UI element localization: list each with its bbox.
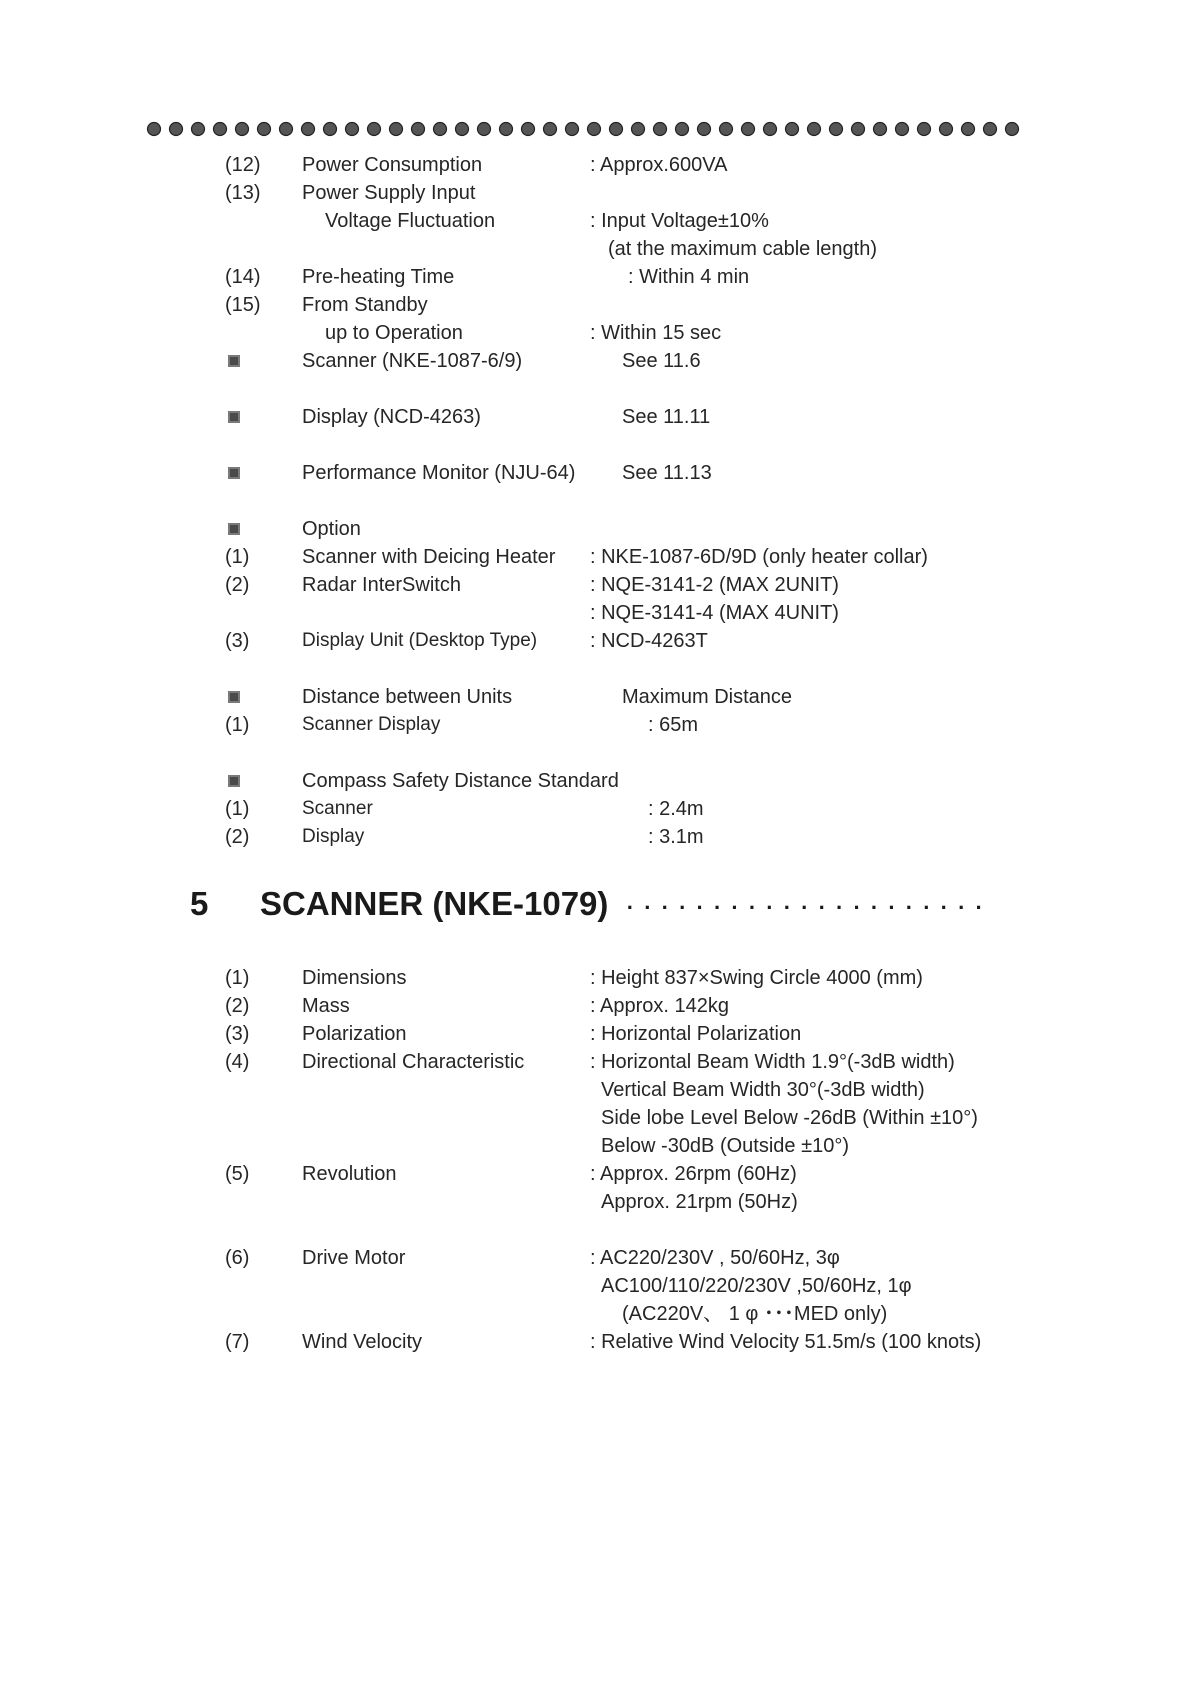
section-title: SCANNER (NKE-1079) [260, 885, 609, 922]
scanner-spec-value: : Horizontal Polarization [590, 1023, 802, 1045]
separator-dot [1006, 123, 1019, 136]
scanner-spec-number: (2) [225, 995, 250, 1017]
spec-number: (15) [225, 294, 261, 316]
option-value: : NKE-1087-6D/9D (only heater collar) [590, 546, 928, 568]
compass-value: : 2.4m [648, 798, 704, 820]
scanner-spec-value: : Approx. 26rpm (60Hz) [590, 1163, 797, 1185]
square-bullet-icon [228, 355, 240, 367]
scanner-spec-value: : Approx. 142kg [590, 995, 729, 1017]
dot-leader: · · · · · · · · · · · · · · · · · · · · · [626, 895, 985, 920]
spec-value: : Within 15 sec [590, 322, 722, 344]
spec-label: Power Supply Input [302, 182, 476, 204]
scanner-spec-label: Mass [302, 995, 350, 1017]
scanner-spec-value: : AC220/230V , 50/60Hz, 3φ [590, 1247, 840, 1269]
scanner-spec-value: (AC220V、 1 φ ･･･MED only) [622, 1303, 888, 1325]
option-label: Display Unit (Desktop Type) [302, 630, 538, 651]
spec-value: : Within 4 min [628, 266, 750, 288]
separator-dot [412, 123, 425, 136]
compass-number: (1) [225, 798, 250, 820]
spec-label: up to Operation [325, 322, 463, 344]
distance-value: : 65m [648, 714, 699, 736]
separator-dot [324, 123, 337, 136]
square-bullet-icon [228, 523, 240, 535]
option-number: (3) [225, 630, 250, 652]
spec-value: (at the maximum cable length) [608, 238, 878, 260]
scanner-spec-value: Vertical Beam Width 30°(-3dB width) [601, 1079, 925, 1101]
separator-dot [632, 123, 645, 136]
spec-number: (13) [225, 182, 261, 204]
separator-dot [522, 123, 535, 136]
compass-value: : 3.1m [648, 826, 704, 848]
spec-value: : Approx.600VA [590, 154, 728, 176]
separator-dot [500, 123, 513, 136]
reference-label: Display (NCD-4263) [302, 406, 481, 428]
spec-label: From Standby [302, 294, 428, 316]
scanner-spec-value: Below -30dB (Outside ±10°) [601, 1135, 849, 1157]
separator-dot [610, 123, 623, 136]
separator-dot [830, 123, 843, 136]
scanner-spec-label: Revolution [302, 1163, 397, 1185]
scanner-spec-number: (4) [225, 1051, 250, 1073]
reference-value: See 11.13 [622, 462, 712, 484]
square-bullet-icon [228, 775, 240, 787]
separator-dot [346, 123, 359, 136]
square-bullet-icon [228, 691, 240, 703]
separator-dot [544, 123, 557, 136]
spec-label: Power Consumption [302, 154, 483, 176]
scanner-spec-value: AC100/110/220/230V ,50/60Hz, 1φ [601, 1275, 912, 1297]
distance-number: (1) [225, 714, 250, 736]
scanner-spec-number: (1) [225, 967, 250, 989]
spec-number: (12) [225, 154, 261, 176]
separator-dot [940, 123, 953, 136]
separator-dot [280, 123, 293, 136]
separator-dot [588, 123, 601, 136]
separator-dot [654, 123, 667, 136]
distance-header: Maximum Distance [622, 686, 793, 708]
scanner-spec-value: : Relative Wind Velocity 51.5m/s (100 knots) [590, 1331, 982, 1353]
section-heading [190, 884, 985, 928]
reference-value: See 11.6 [622, 350, 701, 372]
separator-dot [192, 123, 205, 136]
separator-dot [698, 123, 711, 136]
scanner-spec-number: (3) [225, 1023, 250, 1045]
scanner-spec-number: (7) [225, 1331, 250, 1353]
compass-number: (2) [225, 826, 250, 848]
separator-dot [302, 123, 315, 136]
separator-dot [368, 123, 381, 136]
separator-dot [148, 123, 161, 136]
spec-value: : Input Voltage±10% [590, 210, 769, 232]
separator-dot [434, 123, 447, 136]
spec-label: Voltage Fluctuation [325, 210, 496, 232]
scanner-spec-label: Drive Motor [302, 1247, 406, 1269]
separator-dot [874, 123, 887, 136]
square-bullet-icon [228, 411, 240, 423]
compass-label: Display [302, 826, 365, 847]
separator-dot [918, 123, 931, 136]
spec-label: Pre-heating Time [302, 266, 455, 288]
separator-dot [896, 123, 909, 136]
separator-dot [214, 123, 227, 136]
scanner-spec-value: Side lobe Level Below -26dB (Within ±10°) [601, 1107, 978, 1129]
distance-title: Distance between Units [302, 686, 513, 708]
scanner-spec-label: Directional Characteristic [302, 1051, 525, 1073]
distance-label: Scanner Display [302, 714, 441, 735]
separator-dot [390, 123, 403, 136]
scanner-spec-label: Dimensions [302, 967, 407, 989]
dotted-separator [143, 117, 1023, 141]
option-value: : NQE-3141-4 (MAX 4UNIT) [590, 602, 839, 624]
separator-dot [786, 123, 799, 136]
separator-dot [456, 123, 469, 136]
scanner-spec-number: (6) [225, 1247, 250, 1269]
option-title: Option [302, 518, 361, 540]
separator-dot [984, 123, 997, 136]
scanner-spec-value: : Horizontal Beam Width 1.9°(-3dB width) [590, 1051, 955, 1073]
separator-dot [852, 123, 865, 136]
separator-dot [478, 123, 491, 136]
spec-number: (14) [225, 266, 261, 288]
reference-label: Scanner (NKE-1087-6/9) [302, 350, 523, 372]
option-label: Radar InterSwitch [302, 574, 461, 596]
compass-label: Scanner [302, 798, 373, 819]
separator-dot [258, 123, 271, 136]
scanner-spec-value: : Height 837×Swing Circle 4000 (mm) [590, 967, 923, 989]
reference-value: See 11.11 [622, 406, 711, 428]
section-number: 5 [190, 885, 209, 922]
scanner-spec-value: Approx. 21rpm (50Hz) [601, 1191, 798, 1213]
option-label: Scanner with Deicing Heater [302, 546, 556, 568]
separator-dot [170, 123, 183, 136]
scanner-spec-label: Wind Velocity [302, 1331, 423, 1353]
separator-dot [962, 123, 975, 136]
option-number: (1) [225, 546, 250, 568]
separator-dot [720, 123, 733, 136]
separator-dot [808, 123, 821, 136]
option-number: (2) [225, 574, 250, 596]
separator-dot [236, 123, 249, 136]
square-bullet-icon [228, 467, 240, 479]
option-value: : NCD-4263T [590, 630, 708, 652]
separator-dot [676, 123, 689, 136]
compass-title: Compass Safety Distance Standard [302, 770, 619, 792]
scanner-spec-number: (5) [225, 1163, 250, 1185]
scanner-spec-label: Polarization [302, 1023, 407, 1045]
separator-dot [764, 123, 777, 136]
separator-dot [566, 123, 579, 136]
reference-label: Performance Monitor (NJU-64) [302, 462, 576, 484]
option-value: : NQE-3141-2 (MAX 2UNIT) [590, 574, 839, 596]
separator-dot [742, 123, 755, 136]
